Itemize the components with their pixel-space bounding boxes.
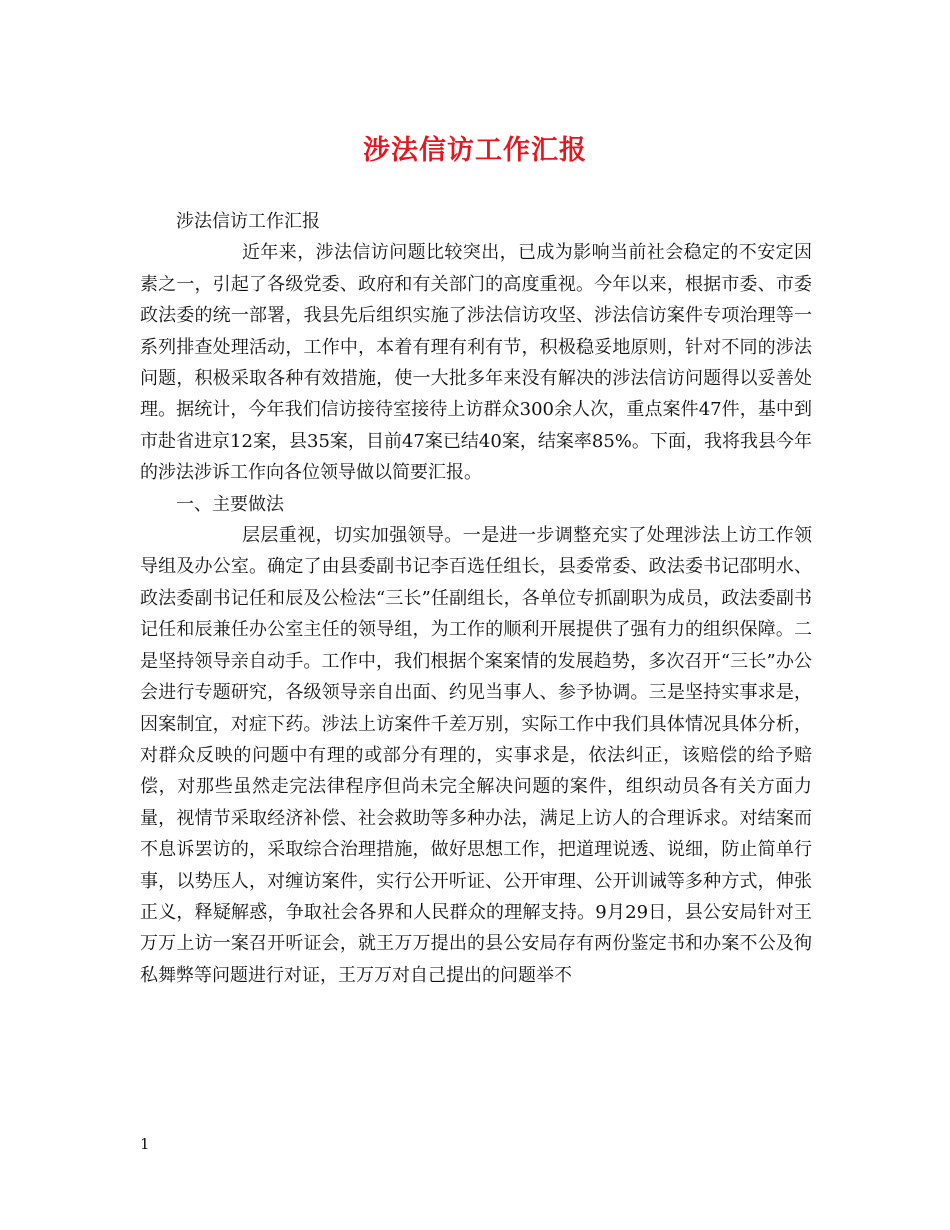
paragraph-main-practices: 层层重视，切实加强领导。一是进一步调整充实了处理涉法上访工作领导组及办公室。确定了由县委副书记李百选任组长，县委常委、政法委书记邵明水、政法委副书记任和辰及公检法“三长”任副组长，各单位专抓副职为成员，政法委副书记任和辰兼任办公室主任的领导组，为工作的顺利开展提供了强有力的组织保障。二是坚持领导亲自动手。工作中，我们根据个案案情的发展趋势，多次召开“三长”办公会进行专题研究，各级领导亲自出面、约见当事人、参予协调。三是坚持实事求是，因案制宜，对症下药。涉法上访案件千差万别，实际工作中我们具体情况具体分析，对群众反映的问题中有理的或部分有理的，实事求是，依法纠正，该赔偿的给予赔偿，对那些虽然走完法律程序但尚未完全解决问题的案件，组织动员各有关方面力量，视情节采取经济补偿、社会救助等多种办法，满足上访人的合理诉求。对结案而不息诉罢访的，采取综合治理措施，做好思想工作，把道理说透、说细，防止简单行事，以势压人，对缠访案件，实行公开听证、公开审理、公开训诫等多种方式，伸张正义，释疑解惑，争取社会各界和人民群众的理解支持。9月29日，县公安局针对王万万上访一案召开听证会，就王万万提出的县公安局存有两份鉴定书和办案不公及徇私舞弊等问题进行对证，王万万对自己提出的问题举不 [140,525,812,986]
paragraph-intro: 近年来，涉法信访问题比较突出，已成为影响当前社会稳定的不安定因素之一，引起了各级党委、政府和有关部门的高度重视。今年以来，根据市委、市委政法委的统一部署，我县先后组织实施了涉法信访攻坚、涉法信访案件专项治理等一系列排查处理活动，工作中，本着有理有利有节，积极稳妥地原则，针对不同的涉法问题，积极采取各种有效措施，使一大批多年来没有解决的涉法信访问题得以妥善处理。据统计，今年我们信访接待室接待上访群众300余人次，重点案件47件，基中到市赴省进京12案，县35案，目前47案已结40案，结案率85%。下面，我将我县今年的涉法涉诉工作向各位领导做以简要汇报。 [140,242,812,484]
page-number: 1 [140,1135,150,1153]
document-body [140,206,812,991]
document-subtitle: 涉法信访工作汇报 [176,211,320,232]
document-title: 涉法信访工作汇报 [363,135,587,166]
section-heading: 一、主要做法 [176,493,284,515]
